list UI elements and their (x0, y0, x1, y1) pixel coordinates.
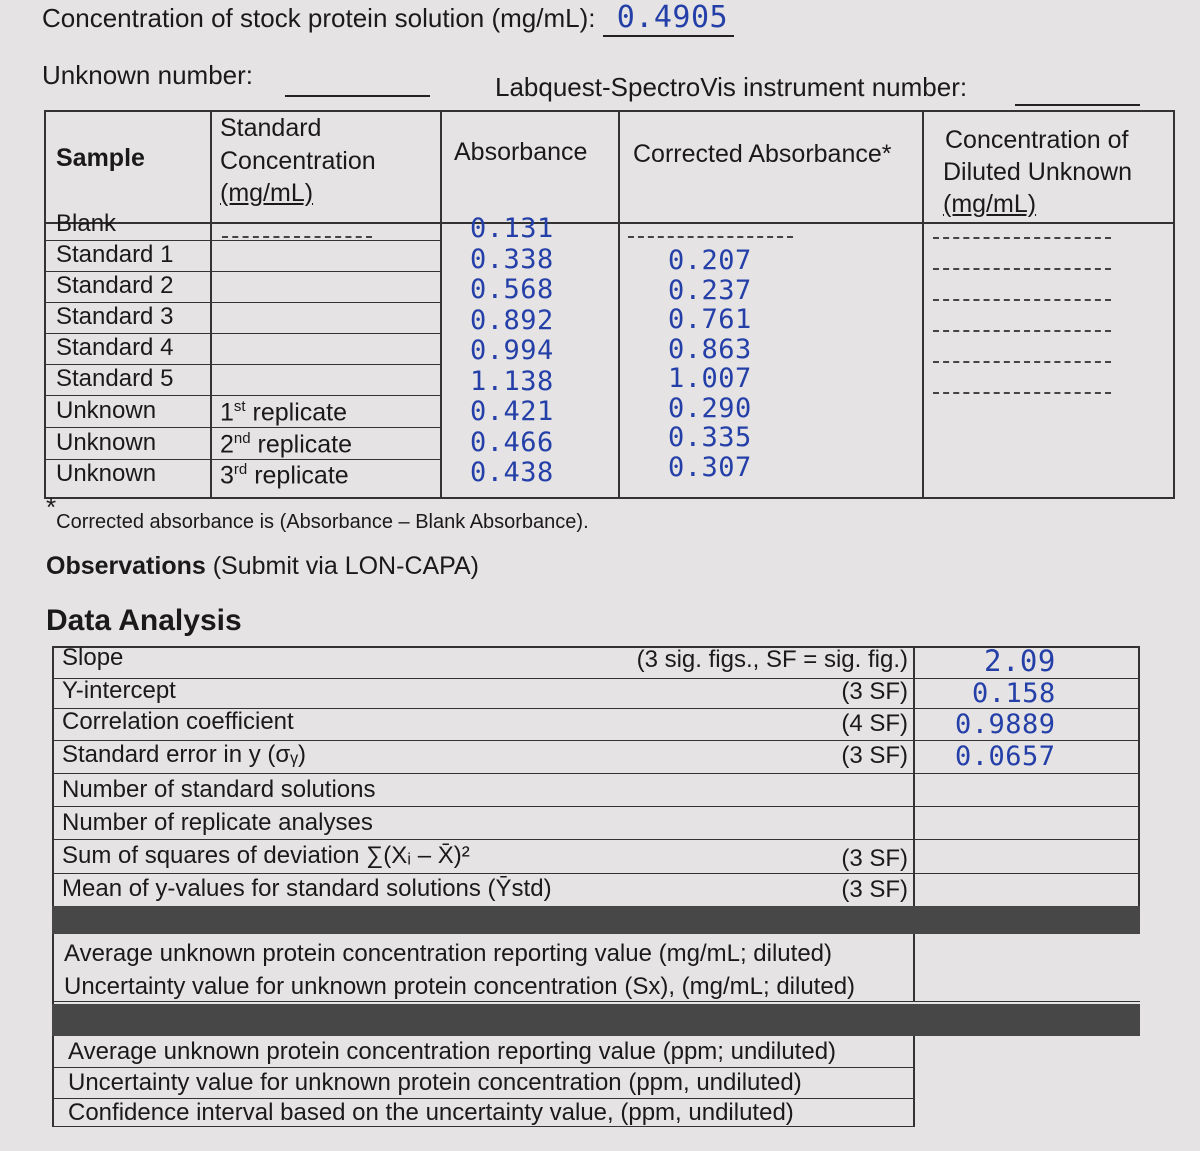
data-analysis-heading: Data Analysis (46, 604, 242, 637)
corrected-std1: 0.207 (668, 245, 752, 276)
replicate-1-label: 1st replicate (220, 398, 348, 427)
col-header-absorbance: Absorbance (454, 138, 588, 166)
confidence-interval-label: Confidence interval based on the uncertainty value, (ppm, undiluted) (68, 1099, 794, 1126)
blank-std-conc-dash (222, 236, 372, 238)
corrected-unknown3: 0.307 (668, 451, 752, 483)
row-sample-blank: Blank (56, 210, 117, 237)
absorbance-std5: 1.138 (470, 365, 554, 397)
uncertainty-diluted-label: Uncertainty value for unknown protein concentration (Sx), (mg/mL; diluted) (64, 973, 856, 1000)
row-sample-unknown2: Unknown (56, 429, 157, 456)
footnote (46, 492, 589, 533)
row-sample-std3: Standard 3 (56, 303, 174, 330)
footnote-star: * (46, 492, 57, 522)
analysis-correlation-value: 0.9889 (955, 709, 1056, 740)
instrument-number-blank (1015, 104, 1140, 106)
instrument-number-line (495, 72, 967, 103)
col-header-std-conc-2: Concentration (220, 147, 376, 175)
corrected-std5: 1.007 (668, 363, 752, 394)
corrected-std2: 0.237 (668, 274, 752, 306)
col-header-diluted-1: Concentration of (945, 126, 1129, 154)
replicate-3-label: 3rd replicate (220, 461, 349, 490)
corrected-std3: 0.761 (668, 304, 752, 335)
corrected-unknown1: 0.290 (668, 392, 752, 424)
analysis-mean-y-sf: (3 SF) (841, 876, 908, 903)
avg-undiluted-label: Average unknown protein concentration reporting value (ppm; undiluted) (68, 1038, 837, 1065)
corrected-unknown2: 0.335 (668, 422, 752, 453)
analysis-sum-squares-label: Sum of squares of deviation ∑(Xᵢ – X̄)² (62, 842, 470, 869)
analysis-correlation-sf: (4 SF) (841, 710, 908, 737)
analysis-correlation-label: Correlation coefficient (62, 708, 294, 735)
col-header-corrected: Corrected Absorbance* (633, 140, 892, 168)
stock-concentration-line (42, 2, 734, 34)
analysis-sum-squares-sf: (3 SF) (841, 845, 908, 872)
analysis-mean-y-label: Mean of y-values for standard solutions (Ȳstd) (62, 875, 552, 902)
analysis-num-standards-label: Number of standard solutions (62, 776, 376, 803)
row-sample-unknown1: Unknown (56, 397, 157, 424)
row-sample-std4: Standard 4 (56, 334, 174, 361)
uncertainty-undiluted-label: Uncertainty value for unknown protein concentration (ppm, undiluted) (68, 1069, 802, 1096)
avg-diluted-label: Average unknown protein concentration reporting value (mg/mL; diluted) (64, 940, 832, 967)
observations-heading: Observations (Submit via LON-CAPA) (46, 552, 479, 580)
absorbance-std3: 0.892 (470, 304, 554, 336)
absorbance-std4: 0.994 (470, 335, 554, 366)
separator-bar-2 (52, 1004, 1140, 1036)
col-header-diluted-3: (mg/mL) (943, 190, 1037, 218)
analysis-slope-value: 2.09 (984, 644, 1056, 678)
absorbance-unknown3: 0.438 (470, 457, 554, 488)
absorbance-std2: 0.568 (470, 274, 554, 305)
row-sample-std1: Standard 1 (56, 241, 174, 268)
absorbance-values (470, 214, 554, 489)
corrected-std4: 0.863 (668, 333, 752, 365)
stock-concentration-label: Concentration of stock protein solution (mg/mL): (42, 3, 596, 33)
analysis-yintercept-label: Y-intercept (62, 677, 176, 704)
row-sample-unknown3: Unknown (56, 460, 157, 487)
col-header-diluted-2: Diluted Unknown (943, 158, 1132, 186)
instrument-number-label: Labquest-SpectroVis instrument number: (495, 72, 968, 102)
analysis-slope-label: Slope (62, 644, 124, 671)
separator-bar-1 (52, 906, 1140, 934)
absorbance-unknown2: 0.466 (470, 426, 554, 458)
analysis-std-error-sf: (3 SF) (841, 742, 908, 769)
unknown-number-blank (285, 95, 430, 97)
unknown-number-line (42, 60, 253, 91)
replicate-2-label: 2nd replicate (220, 430, 353, 459)
col-header-sample: Sample (56, 144, 145, 172)
col-header-std-conc-3: (mg/mL) (220, 179, 314, 207)
absorbance-unknown1: 0.421 (470, 396, 554, 427)
analysis-slope-sf: (3 sig. figs., SF = sig. fig.) (636, 646, 908, 673)
row-sample-std5: Standard 5 (56, 365, 174, 392)
absorbance-blank: 0.131 (470, 213, 554, 244)
absorbance-std1: 0.338 (470, 243, 554, 275)
analysis-std-error-value: 0.0657 (955, 741, 1056, 772)
analysis-std-error-label: Standard error in y (σᵧ) (62, 741, 306, 768)
corrected-values (668, 246, 752, 482)
stock-concentration-value: 0.4905 (603, 0, 734, 37)
footnote-text: Corrected absorbance is (Absorbance – Blank Absorbance). (56, 511, 589, 533)
unknown-number-label: Unknown number: (42, 60, 253, 90)
col-header-std-conc-1: Standard (220, 114, 322, 142)
analysis-yintercept-value: 0.158 (972, 678, 1056, 709)
analysis-num-replicates-label: Number of replicate analyses (62, 809, 373, 836)
analysis-yintercept-sf: (3 SF) (841, 678, 908, 705)
row-sample-std2: Standard 2 (56, 272, 174, 299)
blank-corrected-dash (628, 236, 793, 238)
